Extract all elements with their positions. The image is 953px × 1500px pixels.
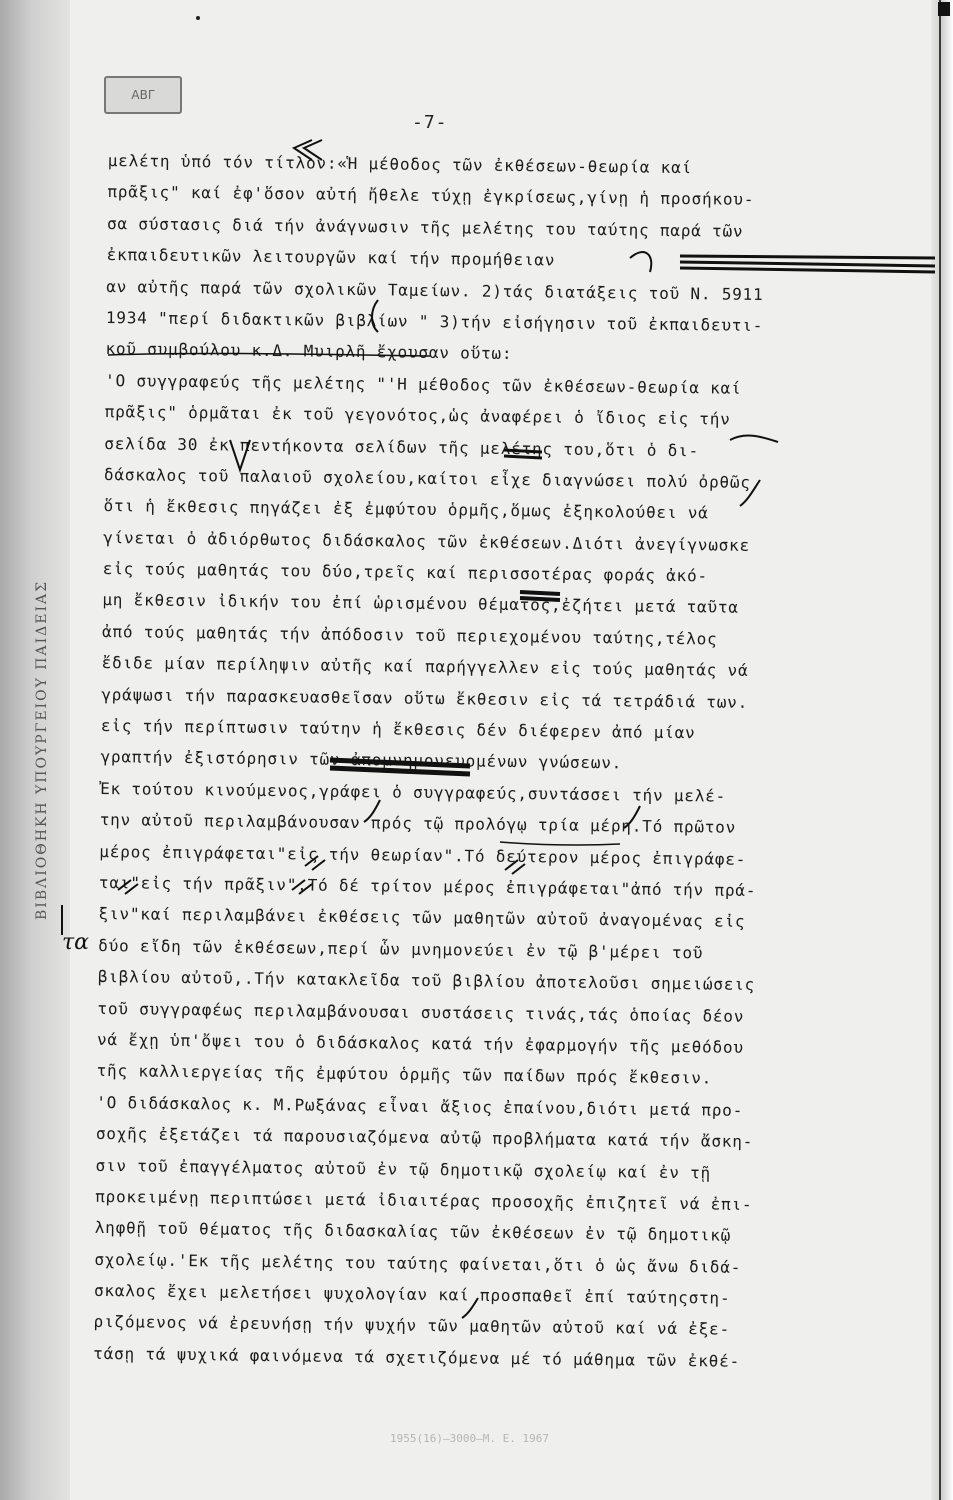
text-line: σιν τοῦ ἐπαγγέλματος αὐτοῦ ἐν τῷ δημοτικῷ σχολείῳ καί ἐν τῇ	[95, 1155, 712, 1182]
archive-stamp-label: ΑΒΓ	[131, 88, 155, 102]
text-line: σχολείῳ.'Εκ τῆς μελέτης του ταύτης φαίνεται,ὅτι ὁ ὡς ἄνω διδά-	[94, 1249, 742, 1277]
text-line: μέρος ἐπιγράφεται"εἰς τήν θεωρίαν".Τό δεύτερον μέρος ἐπιγράφε-	[99, 841, 747, 869]
comma-mark	[740, 480, 760, 506]
text-line: γίνεται ὁ ἀδιόρθωτος διδάσκαλος τῶν ἐκθέσεων.Διότι ἀνεγίγνωσκε	[103, 527, 751, 555]
text-line: αν αὐτῆς παρά τῶν σχολικῶν Ταμείων. 2)τάς διατάξεις τοῦ Ν. 5911	[106, 276, 764, 304]
text-line: εἰς τήν περίπτωσιν ταύτην ἡ ἔκθεσις δέν διέφερεν ἀπό μίαν	[100, 715, 696, 743]
text-line: γραπτήν ἐξιστόρησιν τῶν ἀπομνημονευομένων γνώσεων.	[100, 747, 623, 773]
text-line: πρᾶξις" ὁρμᾶται ἐκ τοῦ γεγονότος,ὡς ἀναφέρει ὁ ἴδιος εἰς τήν	[104, 402, 731, 429]
quote-mark-2	[305, 856, 325, 870]
text-line: 'Ο διδάσκαλος κ. Μ.Ρωξάνας εἶναι ἄξιος ἐπαίνου,διότι μετά προ-	[96, 1092, 744, 1120]
quote-mark-5	[292, 880, 312, 894]
handwritten-margin-note: τα	[62, 930, 90, 955]
paren-mark	[372, 300, 378, 332]
text-line: Ἐκ τούτου κινούμενος,γράφει ὁ συγγραφεύς,συντάσσει τήν μελέ-	[100, 778, 727, 806]
insertion-mark	[230, 440, 250, 470]
text-line: εἰς τούς μαθητάς του δύο,τρεῖς καί περισσοτέρας φοράς ἀκό-	[102, 559, 709, 586]
struck-word	[504, 450, 542, 458]
text-line: ται"εἰς τήν πρᾶξιν".Τό δέ τρίτον μέρος ἐπιγράφεται"ἀπό τήν πρά-	[98, 872, 757, 900]
text-line: ὅτι ἡ ἔκθεσις πηγάζει ἐξ ἐμφύτου ὁρμῆς,ὅμως ἐξηκολούθει νά	[103, 496, 709, 523]
page-number: -7-	[412, 112, 448, 133]
struck-words	[330, 760, 470, 774]
text-line: δύο εἴδη τῶν ἐκθέσεων,περί ὧν μνημονεύει ἐν τῷ β'μέρει τοῦ	[98, 935, 704, 963]
text-line: πρᾶξις" καί ἐφ'ὅσον αὐτή ἤθελε τύχῃ ἐγκρίσεως,γίνῃ ἡ προσήκου-	[107, 182, 755, 210]
text-line: ριζόμενος νά ἐρευνήσῃ τήν ψυχήν τῶν μαθητῶν αὐτοῦ καί νά ἐξε-	[93, 1312, 731, 1340]
quote-mark-3	[505, 860, 525, 874]
text-line: μη ἔκθεσιν ἰδικήν του ἐπί ὡρισμένου θέματος,ἐζήτει μετά ταῦτα	[102, 590, 739, 618]
quote-mark-4	[118, 880, 138, 894]
text-line: ἔδιδε μίαν περίληψιν αὐτῆς καί παρήγγελλεν εἰς τούς μαθητάς νά	[101, 653, 749, 681]
text-line: νά ἔχῃ ὑπ'ὄψει του ὁ διδάσκαλος κατά τήν ἐφαρμογήν τῆς μεθόδου	[96, 1029, 744, 1057]
printer-footer: 1955(16)—3000—Μ. Ε. 1967	[390, 1432, 549, 1445]
text-line: τάσῃ τά ψυχικά φαινόμενα τά σχετιζόμενα μέ τό μάθημα τῶν ἐκθέ-	[93, 1343, 741, 1371]
text-line: τοῦ συγγραφέως περιλαμβάνουσαι συστάσεις τινάς,τάς ὁποίας δέον	[97, 998, 745, 1026]
text-line: ἐκπαιδευτικῶν λειτουργῶν καί τήν προμήθειαν	[106, 245, 556, 270]
correction-mark	[630, 252, 651, 272]
text-line: βιβλίου αὐτοῦ,.Τήν κατακλεῖδα τοῦ βιβλίου ἀποτελοῦσι σημειώσεις	[97, 967, 756, 995]
text-line: ἀπό τούς μαθητάς τήν ἀπόδοσιν τοῦ περιεχομένου ταύτης,τέλος	[101, 621, 718, 649]
correction-above-word	[730, 436, 778, 442]
comma-mark-3	[624, 806, 640, 828]
comma-mark-4	[462, 1298, 478, 1318]
underline-mark-2	[500, 842, 620, 845]
text-line: κοῦ συμβούλου κ.Δ. Μυιρλῆ ἔχουσαν οὕτω:	[105, 339, 513, 364]
strikethrough-scribble	[680, 256, 935, 272]
underline-mark	[108, 353, 430, 356]
text-line: σκαλος ἔχει μελετήσει ψυχολογίαν καί προσπαθεῖ ἐπί ταύτηςστη-	[93, 1280, 731, 1308]
text-line: δάσκαλος τοῦ παλαιοῦ σχολείου,καίτοι εἶχε διαγνώσει πολύ ὀρθῶς	[103, 464, 751, 492]
quote-mark-annotation	[294, 140, 322, 160]
text-line: ξιν"καί περιλαμβάνει ἐκθέσεις τῶν μαθητῶν αὐτοῦ ἀναγομένας εἰς	[98, 904, 746, 932]
text-line: την αὐτοῦ περιλαμβάνουσαν πρός τῷ προλόγῳ τρία μέρη.Τό πρῶτον	[99, 810, 737, 837]
text-line: σοχῆς ἐξετάζει τά παρουσιαζόμενα αὐτῷ προβλήματα κατά τήν ἄσκη-	[95, 1124, 754, 1152]
text-line: γράψωσι τήν παρασκευασθεῖσαν οὕτω ἔκθεσιν εἰς τά τετράδιά των.	[101, 684, 749, 712]
comma-mark-2	[364, 800, 380, 822]
text-line: τῆς καλλιεργείας τῆς ἐμφύτου ὁρμῆς τῶν παίδων πρός ἔκθεσιν.	[96, 1061, 713, 1088]
text-line: σα σύστασις διά τήν ἀνάγνωσιν τῆς μελέτης του ταύτης παρά τῶν	[106, 213, 744, 241]
text-line: 1934 "περί διδακτικῶν βιβλίων " 3)τήν εἰσήγησιν τοῦ ἐκπαιδευτι-	[105, 307, 764, 335]
smudge-mark	[520, 592, 560, 600]
spine-label: ΒΙΒΛΙΟΘΗΚΗ ΥΠΟΥΡΓΕΙΟΥ ΠΑΙΔΕΙΑΣ	[34, 580, 51, 920]
text-line: 'Ο συγγραφεύς τῆς μελέτης "'Η μέθοδος τῶν ἐκθέσεων-θεωρία καί	[105, 370, 742, 398]
text-line: προκειμένῃ περιπτώσει μετά ἰδιαιτέρας προσοχῆς ἐπιζητεῖ νά ἐπι-	[95, 1186, 753, 1214]
text-line: ληφθῇ τοῦ θέματος τῆς διδασκαλίας τῶν ἐκθέσεων ἐν τῷ δημοτικῷ	[94, 1218, 732, 1245]
text-line: σελίδα 30 ἐκ πεντήκοντα σελίδων τῆς μελέτης του,ὅτι ὁ δι-	[104, 433, 700, 460]
text-line: μελέτη ὑπό τόν τίτλον:«Ἡ μέθοδος τῶν ἐκθέσεων-θεωρία καί	[107, 150, 693, 178]
